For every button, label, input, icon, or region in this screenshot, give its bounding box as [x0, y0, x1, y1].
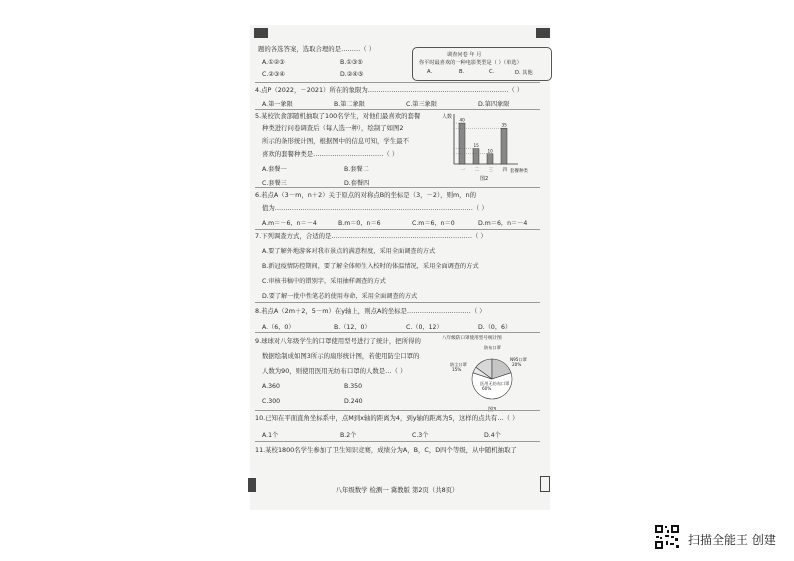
category-label: 二	[474, 168, 479, 173]
brand-watermark: 扫描全能王 创建	[688, 533, 776, 547]
pie-label: 医用无纺布口罩	[480, 381, 510, 386]
q8-stem: 8.若点A（2m＋2，5－m）在y轴上，则点A的坐标是…………………………（ ）	[255, 307, 486, 315]
pie-percent-label: 15%	[452, 367, 462, 372]
q5-line-4: 喜欢的套餐种类是……………………………（ ）	[262, 150, 399, 158]
pie-label: N95口罩	[510, 357, 527, 362]
pie-percent-label: 20%	[512, 362, 522, 367]
q4-option-b: B.第二象限	[334, 101, 365, 108]
survey-option-a: A.	[427, 69, 433, 75]
q9-line-2: 数据绘制成如图3所示的扇形统计图，若使用防尘口罩的	[262, 352, 420, 360]
corner-mark-top-left	[254, 28, 268, 38]
q6-line-1: 6.若点A（3－m，n＋2）关于原点的对称点B的坐标是（3，－2），则m，n的	[255, 191, 477, 199]
q7-option-b: B.新冠疫情防控期间，要了解全体师生入校时的体温情况，采用全面调查的方式	[262, 263, 479, 270]
survey-option-c: C.	[489, 69, 495, 75]
category-label: 三	[488, 168, 493, 173]
q6-option-d: D.m＝6，n＝－4	[478, 220, 528, 227]
q10-option-a: A.1个	[262, 432, 279, 439]
pie-chart-figure-3	[440, 333, 542, 413]
q5-option-a: A.套餐一	[262, 166, 287, 173]
corner-mark-top-right	[536, 28, 550, 38]
bar-value-label: 35	[501, 122, 507, 128]
divider	[255, 302, 540, 303]
divider	[255, 82, 540, 83]
bar-value-label: 15	[473, 143, 479, 149]
q5-option-b: B.套餐二	[344, 166, 369, 173]
divider	[255, 229, 540, 230]
pie-title: 八年级防口罩使用型号统计图	[442, 336, 502, 341]
q6-line-2: 值为…………………………………………………………………………………（ ）	[262, 204, 488, 212]
bar-2	[473, 149, 479, 164]
bar-value-label: 40	[459, 117, 465, 123]
q8-option-a: A.（6，0）	[262, 324, 295, 331]
survey-question: 你平时最喜欢的一种电影类型是（ ）（单选）	[419, 60, 522, 66]
q3-option-c: C.②③④	[262, 71, 285, 78]
q3-option-a: A.①②③	[262, 59, 285, 66]
q8-option-d: D.（0，6）	[478, 324, 512, 331]
q5-option-d: D.套餐四	[344, 180, 370, 187]
q8-option-c: C.（0，12）	[406, 324, 443, 331]
q4-option-d: D.第四象限	[478, 101, 510, 108]
x-axis-label: 套餐种类	[510, 169, 528, 174]
q6-option-a: A.m＝－6，n＝－4	[262, 220, 317, 227]
divider	[255, 187, 540, 188]
survey-option-b: B.	[459, 69, 465, 75]
q10-option-b: B.2个	[340, 432, 357, 439]
figure-caption: 图2	[480, 176, 489, 182]
page-footer: 八年级数学 检测一 冀教版 第2页（共8页）	[335, 486, 459, 494]
pie-percent-label: 60%	[482, 386, 492, 391]
bar-1	[459, 123, 465, 164]
q9-option-b: B.350	[344, 383, 363, 390]
q3-option-d: D.②④⑤	[340, 71, 364, 78]
qr-code-icon	[654, 524, 680, 550]
category-label: 四	[502, 168, 507, 173]
q10-option-d: D.4个	[484, 432, 501, 439]
bar-3	[487, 154, 493, 164]
q10-stem: 10.已知在平面直角坐标系中，点M到x轴的距离为4，到y轴的距离为5，这样的点共有…（ ）	[255, 414, 519, 422]
y-axis-label: 人数	[442, 114, 453, 120]
q5-line-3: 所示的条形统计图，根据图中的信息可知，学生最不	[262, 137, 409, 145]
q7-option-d: D.要了解一批中性笔芯的使用寿命，采用全面调查的方式	[262, 293, 418, 300]
q4-option-c: C.第三象限	[406, 101, 438, 108]
bar-value-label: 10	[487, 148, 493, 154]
survey-title: 调查问卷 年 月	[447, 52, 482, 58]
divider	[255, 410, 540, 411]
q6-option-c: C.m＝6，n＝0	[412, 220, 455, 227]
q5-line-1: 5.某校饮食部随机抽取了100名学生，对他们最喜欢的套餐	[255, 112, 421, 120]
q9-option-c: C.300	[262, 398, 281, 405]
q3-stem: 题的各选答案，选取合理的是………（ ）	[258, 45, 376, 53]
bar-chart-figure-2	[440, 110, 532, 182]
q9-line-1: 9.球球对八年级学生的口罩使用型号进行了统计，把所得的	[255, 337, 421, 345]
survey-option-d: D. 其他	[515, 70, 533, 76]
q9-line-3: 人数为90，则使用医用无纺布口罩的人数是…（ ）	[262, 367, 407, 375]
divider	[255, 441, 540, 442]
q5-option-c: C.套餐三	[262, 180, 287, 187]
q7-stem: 7.下列调查方式，合适的是…………………………………………………………（ ）	[255, 232, 487, 240]
q11-stem: 11.某校1800名学生参加了卫生知识竞赛，成绩分为A，B，C，D四个等级，从中随机抽取了	[255, 446, 517, 454]
pie-label: 防布口罩	[484, 345, 501, 350]
bar-4	[501, 128, 507, 164]
q4-option-a: A.第一象限	[262, 101, 293, 108]
q6-option-b: B.m＝0，n＝6	[338, 220, 381, 227]
q5-line-2: 种类进行问卷调查后（每人选一种），绘制了如图2	[262, 124, 404, 132]
category-label: 一	[460, 168, 465, 173]
q7-option-c: C.审核书稿中的错别字，采用抽样调查的方式	[262, 278, 386, 285]
q9-option-a: A.360	[262, 383, 280, 390]
q10-option-c: C.3个	[412, 432, 429, 439]
q9-option-d: D.240	[344, 398, 363, 405]
survey-box	[412, 47, 552, 81]
q8-option-b: B.（12，0）	[334, 324, 371, 331]
q4-stem: 4.点P（2022，－2021）所在的象限为…………………………………………………………（ ）	[255, 86, 524, 94]
q3-option-b: B.①③⑤	[340, 59, 363, 66]
q7-option-a: A.要了解外地游客对我市景点的满意程度，采用全面调查的方式	[262, 248, 436, 255]
pie-label: 防尘口罩	[450, 362, 467, 367]
